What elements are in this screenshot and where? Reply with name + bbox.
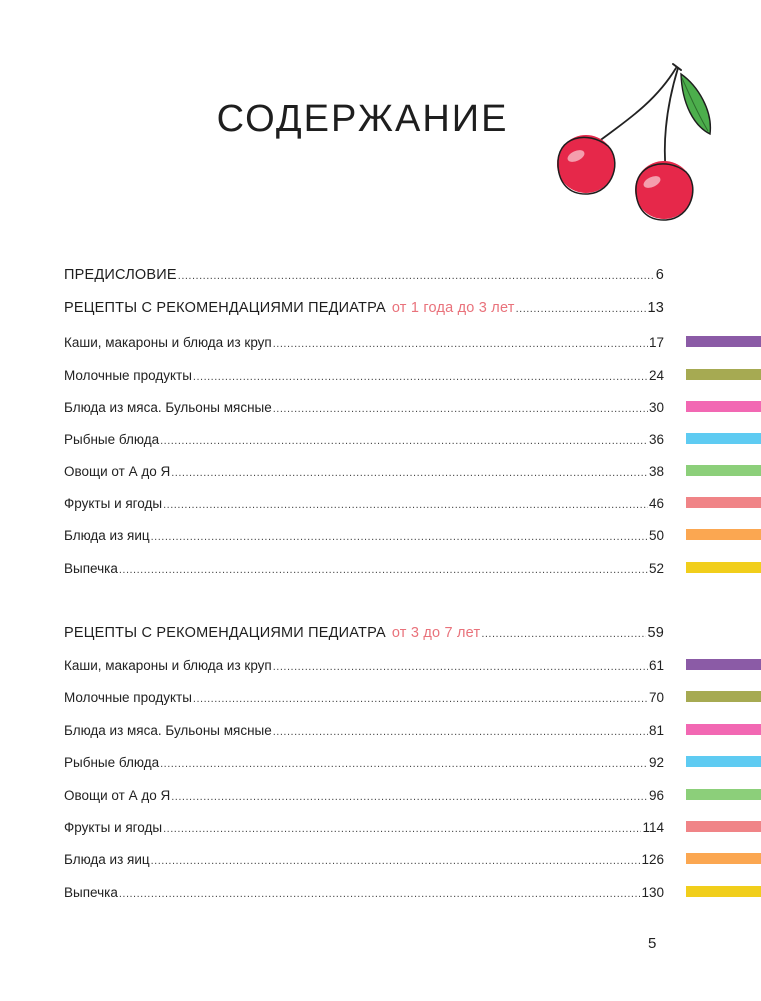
toc-entry[interactable] <box>64 464 664 479</box>
toc-entry[interactable] <box>64 496 664 511</box>
toc-entry-label: Блюда из мяса. Бульоны мясные <box>64 723 272 738</box>
color-tab-strip <box>686 497 761 508</box>
toc-entry[interactable] <box>64 723 664 738</box>
toc-page-number: 126 <box>641 852 664 867</box>
toc-entry[interactable] <box>64 528 664 543</box>
cherry-icon <box>548 56 728 236</box>
toc-entry-label: Рыбные блюда <box>64 755 160 770</box>
toc-entry[interactable] <box>64 432 664 447</box>
color-tab-strip <box>686 821 761 832</box>
toc-entry-preface[interactable] <box>64 267 664 283</box>
toc-entry-label: Молочные продукты <box>64 690 192 705</box>
toc-entry[interactable] <box>64 788 664 803</box>
color-tab-strip <box>686 336 761 347</box>
age-range: от 1 года до 3 лет <box>391 300 515 316</box>
toc-page-number: 52 <box>648 561 664 576</box>
toc-entry[interactable] <box>64 400 664 415</box>
toc-entry-label: Фрукты и ягоды <box>64 820 163 835</box>
toc-entry-label: Каши, макароны и блюда из круп <box>64 335 272 350</box>
toc-page-number: 38 <box>648 464 664 479</box>
page-number: 5 <box>648 935 657 952</box>
color-tab-strip <box>686 529 761 540</box>
color-tab-strip <box>686 724 761 735</box>
color-tab-strip <box>686 465 761 476</box>
section-title: РЕЦЕПТЫ С РЕКОМЕНДАЦИЯМИ ПЕДИАТРА <box>64 300 386 316</box>
toc-entry-label: Блюда из мяса. Бульоны мясные <box>64 400 272 415</box>
toc-page-number: 6 <box>655 267 664 283</box>
dot-leader <box>273 661 648 673</box>
color-tab-strip <box>686 691 761 702</box>
toc-entry-label: Молочные продукты <box>64 368 192 383</box>
color-tab-strip <box>686 853 761 864</box>
toc-entry[interactable] <box>64 820 664 835</box>
dot-leader <box>273 726 648 738</box>
toc-section-heading[interactable] <box>64 625 664 641</box>
color-tab-strip <box>686 433 761 444</box>
toc-entry-label: Фрукты и ягоды <box>64 496 163 511</box>
dot-leader <box>273 338 648 350</box>
dot-leader <box>160 435 648 447</box>
dot-leader <box>193 693 648 705</box>
dot-leader <box>160 758 648 770</box>
color-tab-strip <box>686 789 761 800</box>
toc-entry[interactable] <box>64 852 664 867</box>
toc-page-number: 36 <box>648 432 664 447</box>
toc-section-heading[interactable] <box>64 300 664 316</box>
dot-leader <box>481 628 646 640</box>
toc-page-number: 96 <box>648 788 664 803</box>
toc-entry-label: ПРЕДИСЛОВИЕ <box>64 267 177 283</box>
toc-page-number: 24 <box>648 368 664 383</box>
section-title: РЕЦЕПТЫ С РЕКОМЕНДАЦИЯМИ ПЕДИАТРА <box>64 625 386 641</box>
toc-entry[interactable] <box>64 885 664 900</box>
toc-entry[interactable] <box>64 690 664 705</box>
toc-page-number: 17 <box>648 335 664 350</box>
toc-entry-label: Выпечка <box>64 561 118 576</box>
dot-leader <box>516 303 647 315</box>
dot-leader <box>163 823 641 835</box>
color-tab-strip <box>686 886 761 897</box>
dot-leader <box>119 564 648 576</box>
toc-page-number: 61 <box>648 658 664 673</box>
dot-leader <box>171 791 648 803</box>
dot-leader <box>119 888 641 900</box>
dot-leader <box>171 467 648 479</box>
toc-page-number: 13 <box>647 300 664 316</box>
dot-leader <box>151 531 648 543</box>
dot-leader <box>151 855 641 867</box>
color-tab-strip <box>686 369 761 380</box>
toc-entry-label: Выпечка <box>64 885 118 900</box>
color-tab-strip <box>686 756 761 767</box>
toc-entry-label: Каши, макароны и блюда из круп <box>64 658 272 673</box>
toc-page-number: 50 <box>648 528 664 543</box>
toc-entry-label: Рыбные блюда <box>64 432 160 447</box>
page-title: СОДЕРЖАНИЕ <box>216 98 509 140</box>
toc-entry-label: Блюда из яиц <box>64 852 150 867</box>
dot-leader <box>163 499 648 511</box>
toc-entry-label: Овощи от А до Я <box>64 788 171 803</box>
toc-entry[interactable] <box>64 658 664 673</box>
toc-page-number: 130 <box>641 885 664 900</box>
color-tab-strip <box>686 659 761 670</box>
toc-page-number: 114 <box>642 820 664 835</box>
toc-entry-label: Овощи от А до Я <box>64 464 171 479</box>
age-range: от 3 до 7 лет <box>391 625 481 641</box>
dot-leader <box>193 371 648 383</box>
dot-leader <box>178 270 655 282</box>
color-tab-strip <box>686 562 761 573</box>
toc-page-number: 70 <box>648 690 664 705</box>
toc-page-number: 46 <box>648 496 664 511</box>
toc-entry[interactable] <box>64 561 664 576</box>
toc-entry-label: Блюда из яиц <box>64 528 150 543</box>
toc-entry[interactable] <box>64 368 664 383</box>
toc-page-number: 81 <box>648 723 664 738</box>
toc-page-number: 59 <box>647 625 664 641</box>
toc-page-number: 92 <box>648 755 664 770</box>
color-tab-strip <box>686 401 761 412</box>
toc-entry[interactable] <box>64 335 664 350</box>
toc-page-number: 30 <box>648 400 664 415</box>
dot-leader <box>273 403 648 415</box>
toc-entry[interactable] <box>64 755 664 770</box>
